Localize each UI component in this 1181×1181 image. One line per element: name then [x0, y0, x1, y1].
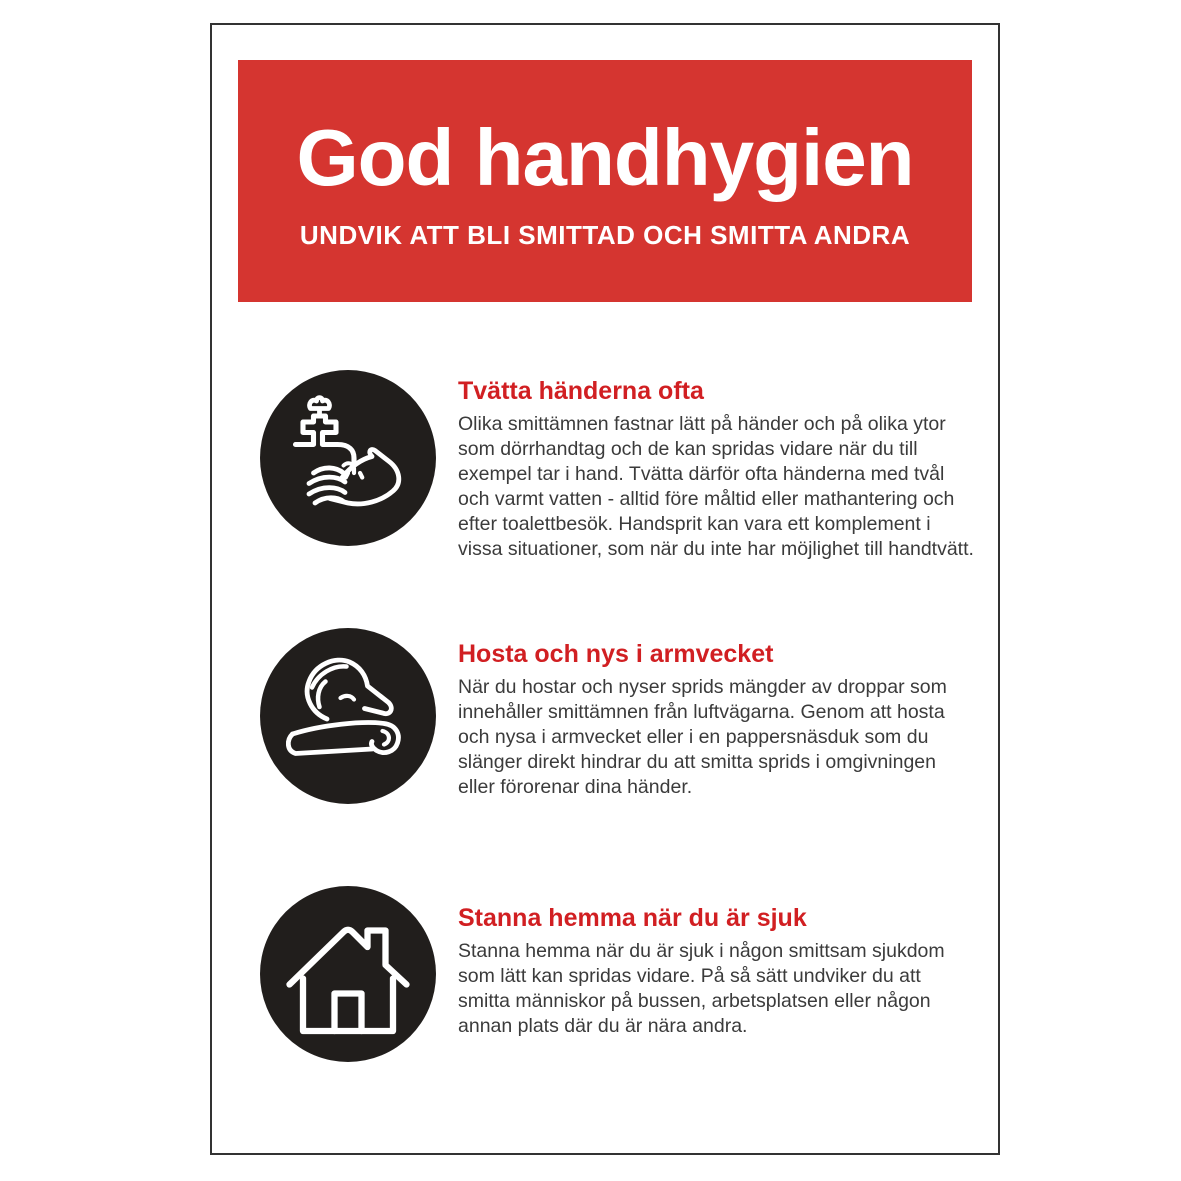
section-stay-home-text	[458, 886, 974, 1039]
hand-washing-icon-drawing	[273, 383, 423, 533]
section-stay-home	[260, 886, 974, 1062]
section-cough-elbow-body: När du hostar och nyser sprids mängder av droppar som innehåller smittämnen från luftvägarna. Genom att hosta och nysa i armvecket eller i en pappersnäsduk som du slänger direkt hindrar du att smitta sprids i omgivningen eller förorenar dina händer.	[458, 675, 947, 798]
poster-title: God handhygien	[296, 112, 914, 202]
section-wash-hands-heading: Tvätta händerna ofta	[458, 377, 704, 405]
hand-washing-icon	[260, 370, 436, 546]
section-stay-home-body: Stanna hemma när du är sjuk i någon smittsam sjukdom som lätt kan spridas vidare. På så sätt undviker du att smitta människor på bussen, arbetsplatsen eller någon annan plats där du är nära andra.	[458, 939, 945, 1037]
section-wash-hands-text	[458, 370, 974, 562]
cough-in-elbow-icon-drawing	[273, 641, 423, 791]
section-cough-elbow-heading: Hosta och nys i armvecket	[458, 640, 774, 668]
poster-header-banner	[238, 60, 972, 302]
hygiene-poster	[210, 23, 1000, 1155]
poster-subtitle: UNDVIK ATT BLI SMITTAD OCH SMITTA ANDRA	[299, 219, 911, 250]
stay-home-icon-drawing	[273, 899, 423, 1049]
stay-home-icon	[260, 886, 436, 1062]
cough-in-elbow-icon	[260, 628, 436, 804]
section-cough-elbow-text	[458, 628, 974, 800]
section-cough-elbow	[260, 628, 974, 804]
section-wash-hands	[260, 370, 974, 562]
section-wash-hands-body: Olika smittämnen fastnar lätt på händer och på olika ytor som dörrhandtag och de kan spridas vidare när du till exempel tar i hand. Tvätta därför ofta händerna med tvål och varmt vatten - alltid före måltid eller mathantering och efter toalettbesök. Handsprit kan vara ett komplement i vissa situationer, som när du inte har möjlighet till handtvätt.	[458, 412, 974, 560]
section-stay-home-heading: Stanna hemma när du är sjuk	[458, 904, 807, 932]
